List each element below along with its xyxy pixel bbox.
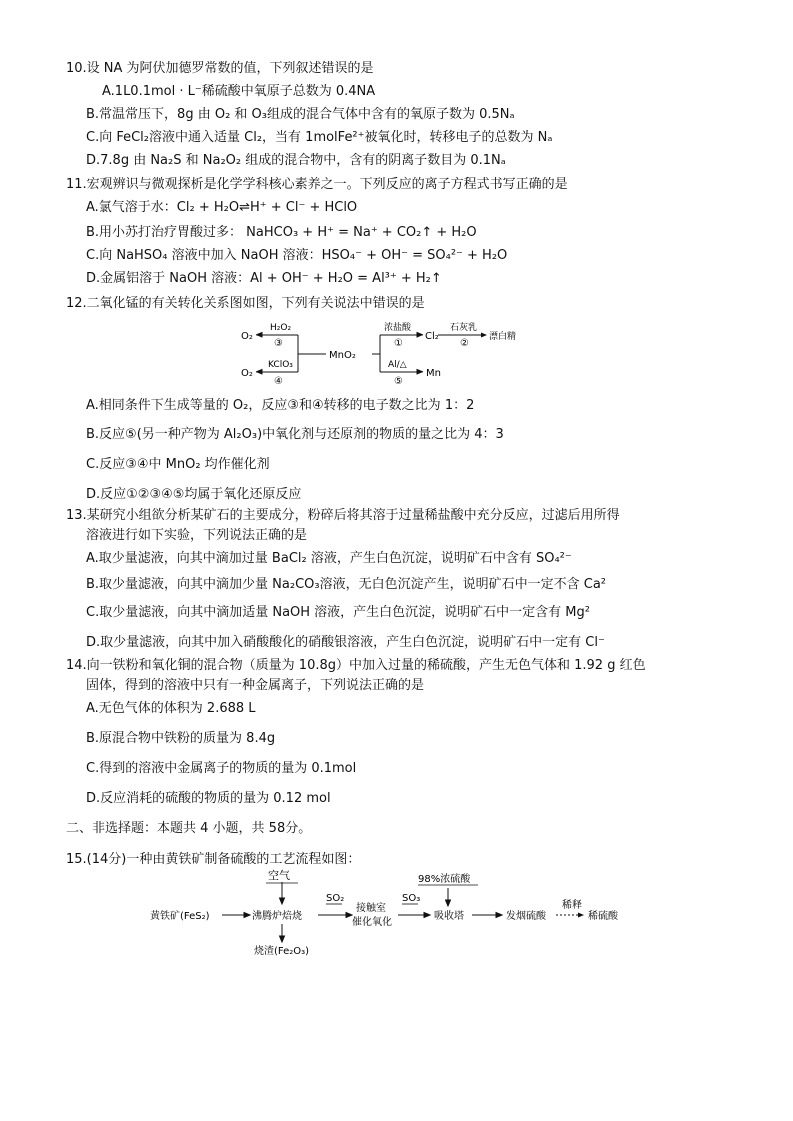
q12-option-a: A.相同条件下生成等量的 O₂，反应③和④转移的电子数之比为 1：2 [86,398,475,413]
diagram-cl2: Cl₂ [425,331,439,342]
flow-absorption-tower: 吸收塔 [434,911,464,922]
sulfuric-acid-process-flow [150,868,640,960]
q14-option-a: A.无色气体的体积为 2.688 L [86,701,256,716]
q10-stem: 10.设 NA 为阿伏加德罗常数的值，下列叙述错误的是 [66,61,374,76]
q14-stem-line1: 14.向一铁粉和氧化铜的混合物（质量为 10.8g）中加入过量的稀硫酸，产生无色气体和 1.92 g 红色 [66,658,646,673]
section-two-heading: 二、非选择题：本题共 4 小题，共 58分。 [66,821,312,836]
diagram-step-1: ① [394,338,403,349]
q13-stem-line2: 溶液进行如下实验，下列说法正确的是 [86,528,308,543]
q13-option-d: D.取少量滤液，向其中加入硝酸酸化的硝酸银溶液，产生白色沉淀，说明矿石中一定有 Cl⁻ [86,635,605,650]
q11-option-a: A.氯气溶于水：Cl₂ + H₂O⇌H⁺ + Cl⁻ + HClO [86,200,358,215]
q10-option-a: A.1L0.1mol · L⁻稀硫酸中氧原子总数为 0.4NA [102,84,376,99]
diagram-step-5: ⑤ [394,376,403,387]
diagram-bleach: 漂白精 [489,332,517,342]
flow-so2: SO₂ [326,893,345,904]
flow-dilution: 稀释 [562,900,582,911]
flow-fuming-acid: 发烟硫酸 [506,911,546,922]
diagram-o2-bottom: O₂ [241,368,253,379]
flow-catalytic-oxidation: 催化氧化 [352,917,392,928]
q13-stem-line1: 13.某研究小组欲分析某矿石的主要成分，粉碎后将其溶于过量稀盐酸中充分反应，过滤后用所得 [66,508,620,523]
q11-option-c: C.向 NaHSO₄ 溶液中加入 NaOH 溶液：HSO₄⁻ + OH⁻ = SO₄²⁻ + H₂O [86,248,508,263]
flow-so3: SO₃ [402,893,421,904]
q10-option-d: D.7.8g 由 Na₂S 和 Na₂O₂ 组成的混合物中，含有的阴离子数目为 0.1Nₐ [86,153,506,168]
flow-pyrite: 黄铁矿(FeS₂) [150,911,210,922]
mno2-diagram-continuation [450,316,530,356]
flow-air: 空气 [268,869,290,882]
diagram-step-2: ② [460,338,469,349]
q10-option-c: C.向 FeCl₂溶液中通入适量 Cl₂，当有 1molFe²⁺被氧化时，转移电子的总数为 Nₐ [86,130,553,145]
q14-option-c: C.得到的溶液中金属离子的物质的量为 0.1mol [86,761,357,776]
diagram-o2-top: O₂ [241,331,253,342]
flow-furnace: 沸腾炉焙烧 [252,911,302,922]
q14-option-d: D.反应消耗的硫酸的物质的量为 0.12 mol [86,791,331,806]
q11-option-b: B.用小苏打治疗胃酸过多： NaHCO₃ + H⁺ = Na⁺ + CO₂↑ + H₂O [86,225,477,240]
q11-option-d: D.金属铝溶于 NaOH 溶液：Al + OH⁻ + H₂O = Al³⁺ + H₂↑ [86,271,442,286]
diagram-conc-hcl: 浓盐酸 [384,323,412,333]
diagram-kclo3: KClO₃ [268,360,293,370]
diagram-h2o2: H₂O₂ [270,323,292,333]
diagram-lime: 石灰乳 [450,323,478,333]
diagram-step-4: ④ [274,376,283,387]
q10-option-b: B.常温常压下，8g 由 O₂ 和 O₃组成的混合气体中含有的氧原子数为 0.5Nₐ [86,107,515,122]
q13-option-a: A.取少量滤液，向其中滴加过量 BaCl₂ 溶液，产生白色沉淀，说明矿石中含有 SO₄²⁻ [86,551,572,566]
diagram-mn: Mn [426,368,441,379]
flow-contact-chamber: 接触室 [356,903,386,914]
diagram-mno2: MnO₂ [329,350,356,361]
flow-slag: 烧渣(Fe₂O₃) [254,946,310,957]
q12-option-c: C.反应③④中 MnO₂ 均作催化剂 [86,457,270,472]
q12-option-d: D.反应①②③④⑤均属于氧化还原反应 [86,487,302,502]
q12-option-b: B.反应⑤(另一种产物为 Al₂O₃)中氧化剂与还原剂的物质的量之比为 4：3 [86,427,504,442]
q13-option-b: B.取少量滤液，向其中滴加少量 Na₂CO₃溶液，无白色沉淀产生，说明矿石中一定不含 Ca² [86,577,606,592]
q14-option-b: B.原混合物中铁粉的质量为 8.4g [86,731,276,746]
diagram-al-heat: Al/△ [388,360,407,370]
flow-dilute-acid: 稀硫酸 [588,911,618,922]
mno2-conversion-diagram [240,316,470,388]
diagram-step-3: ③ [274,338,283,349]
q13-option-c: C.取少量滤液，向其中滴加适量 NaOH 溶液，产生白色沉淀，说明矿石中一定含有 Mg² [86,605,590,620]
q14-stem-line2: 固体，得到的溶液中只有一种金属离子，下列说法正确的是 [86,678,425,693]
q11-stem: 11.宏观辨识与微观探析是化学学科核心素养之一。下列反应的离子方程式书写正确的是 [66,177,568,192]
flow-conc-acid-98: 98%浓硫酸 [418,874,471,885]
q12-stem: 12.二氧化锰的有关转化关系图如图，下列有关说法中错误的是 [66,296,425,311]
q15-stem: 15.(14分)一种由黄铁矿制备硫酸的工艺流程如图： [66,852,361,867]
